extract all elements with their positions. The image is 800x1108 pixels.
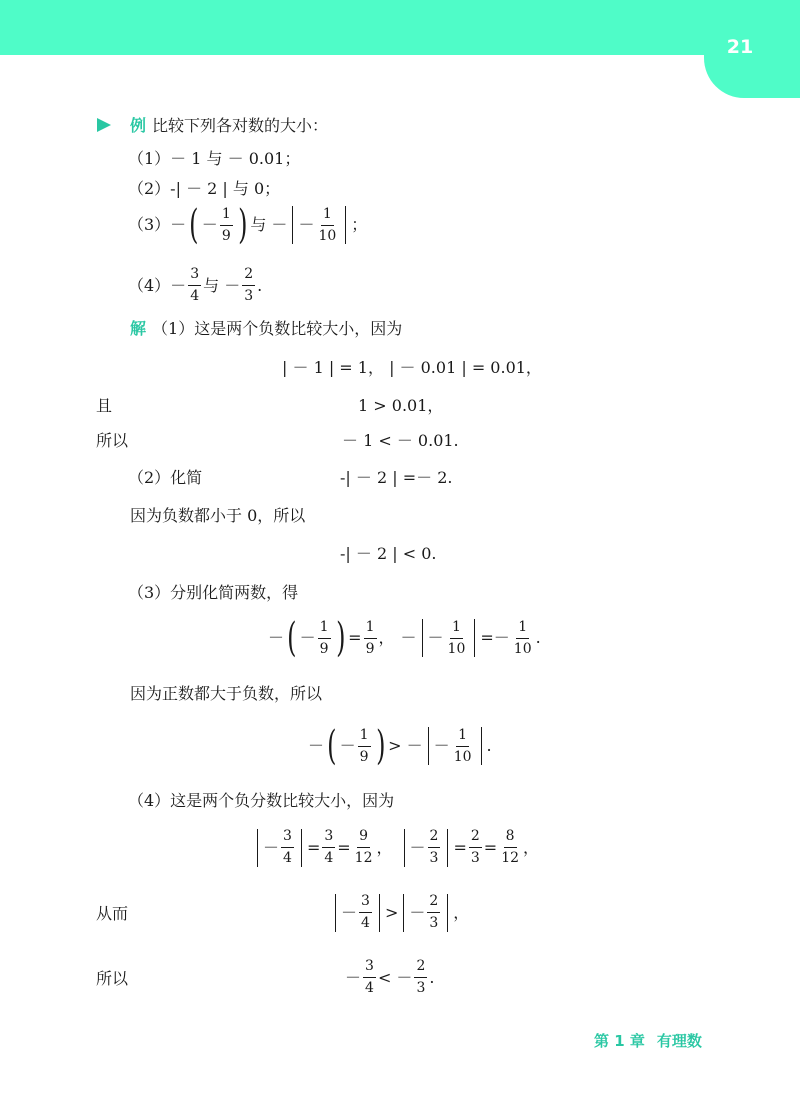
chapter-number: 第 1 章 bbox=[594, 1032, 645, 1050]
so-expr: － 1 < － 0.01. bbox=[342, 431, 459, 450]
solution-4-abs: － $\frac{3}{4}$ = $\frac{3}{4}$ = $\frac{9}{12}$ ， － $\frac{2}{3}$ = $\frac{2}{3}$ = $\frac{8}{12}$ ， bbox=[252, 828, 539, 867]
solution-4-intro: （4）这是两个负分数比较大小，因为 bbox=[128, 791, 395, 810]
abs-bar bbox=[481, 727, 482, 765]
fraction: $\frac{1}{9}$ bbox=[221, 205, 231, 244]
fraction: $\frac{1}{9}$ bbox=[319, 618, 329, 657]
question-2: （2）-| － 2 | 与 0； bbox=[128, 179, 281, 198]
abs-bar bbox=[422, 619, 423, 657]
abs-bar bbox=[447, 894, 448, 932]
fraction: $\frac{2}{3}$ bbox=[470, 828, 480, 866]
chapter-title: 有理数 bbox=[656, 1032, 702, 1050]
solution-2-expr: -| － 2 | =－ 2. bbox=[340, 468, 453, 487]
so-word: 所以 bbox=[96, 431, 129, 450]
solution-3-simplify: － ( － $\frac{1}{9}$ ) = $\frac{1}{9}$ ， － － $\frac{1}{10}$ =－ $\frac{1}{10}$ . bbox=[268, 615, 541, 661]
fraction: $\frac{3}{4}$ bbox=[365, 958, 374, 996]
and-expr: 1 > 0.01， bbox=[358, 396, 444, 415]
solution-4-compare: － $\frac{3}{4}$ > － $\frac{2}{3}$ ， bbox=[330, 893, 469, 932]
fraction: $\frac{3}{4}$ bbox=[324, 828, 334, 866]
abs-bar bbox=[447, 829, 448, 867]
solution-1-intro: 解 （1）这是两个负数比较大小，因为 bbox=[130, 319, 403, 338]
example-heading bbox=[130, 115, 328, 137]
fraction: $\frac{1}{9}$ bbox=[365, 618, 375, 657]
question-4: （4）－ $\frac{3}{4}$ 与 － $\frac{2}{3}$ . bbox=[128, 266, 263, 304]
abs-bar bbox=[335, 894, 336, 932]
abs-bar bbox=[292, 206, 293, 244]
abs-bar bbox=[428, 727, 429, 765]
and-word: 且 bbox=[96, 396, 113, 415]
abs-bar bbox=[301, 829, 302, 867]
abs-bar bbox=[379, 894, 380, 932]
fraction: $\frac{2}{3}$ bbox=[429, 893, 439, 931]
fraction: $\frac{2}{3}$ bbox=[429, 828, 439, 866]
fraction: $\frac{8}{12}$ bbox=[501, 828, 520, 866]
fraction: $\frac{1}{9}$ bbox=[359, 726, 369, 765]
abs-bar bbox=[404, 829, 405, 867]
abs-bar bbox=[403, 894, 404, 932]
thus-word: 从而 bbox=[96, 904, 129, 923]
fraction: $\frac{1}{10}$ bbox=[453, 726, 472, 765]
so-word-final: 所以 bbox=[96, 969, 129, 988]
abs-bar bbox=[345, 206, 346, 244]
fraction: $\frac{3}{4}$ bbox=[283, 828, 292, 866]
solution-3-compare: － ( － $\frac{1}{9}$ ) > － － $\frac{1}{10}$ . bbox=[308, 723, 492, 769]
chapter-footer bbox=[594, 1030, 702, 1051]
question-1: （1）－ 1 与 － 0.01； bbox=[128, 149, 301, 168]
solution-2-intro: （2）化简 bbox=[128, 468, 203, 487]
triangle-marker-icon bbox=[97, 118, 111, 132]
example-prompt: 比较下列各对数的大小： bbox=[152, 116, 329, 135]
fraction: $\frac{3}{4}$ bbox=[190, 266, 200, 304]
solution-2-result: -| － 2 | < 0. bbox=[340, 544, 437, 563]
abs-bar bbox=[474, 619, 475, 657]
fraction: $\frac{1}{10}$ bbox=[513, 618, 532, 657]
fraction: $\frac{3}{4}$ bbox=[361, 893, 370, 931]
solution-1-abs: | － 1 | = 1， | － 0.01 | = 0.01， bbox=[282, 358, 542, 377]
fraction: $\frac{9}{12}$ bbox=[354, 828, 373, 866]
abs-bar bbox=[257, 829, 258, 867]
solution-3-reason: 因为正数都大于负数，所以 bbox=[130, 684, 323, 703]
fraction: $\frac{2}{3}$ bbox=[244, 266, 254, 304]
page-number: 21 bbox=[726, 36, 754, 58]
question-3: （3）－ ( － $\frac{1}{9}$ ) 与 － － $\frac{1}{10}$ ； bbox=[128, 202, 368, 248]
solution-2-reason: 因为负数都小于 0，所以 bbox=[130, 506, 306, 525]
solution-label: 解 bbox=[130, 319, 147, 338]
fraction: $\frac{1}{10}$ bbox=[447, 618, 466, 657]
solution-4-result: － $\frac{3}{4}$ < － $\frac{2}{3}$ . bbox=[345, 958, 435, 996]
solution-3-intro: （3）分别化简两数，得 bbox=[128, 583, 299, 602]
example-label: 例 bbox=[130, 116, 147, 135]
header-band bbox=[0, 0, 800, 55]
fraction: $\frac{1}{10}$ bbox=[318, 205, 337, 244]
fraction: $\frac{2}{3}$ bbox=[416, 958, 426, 996]
